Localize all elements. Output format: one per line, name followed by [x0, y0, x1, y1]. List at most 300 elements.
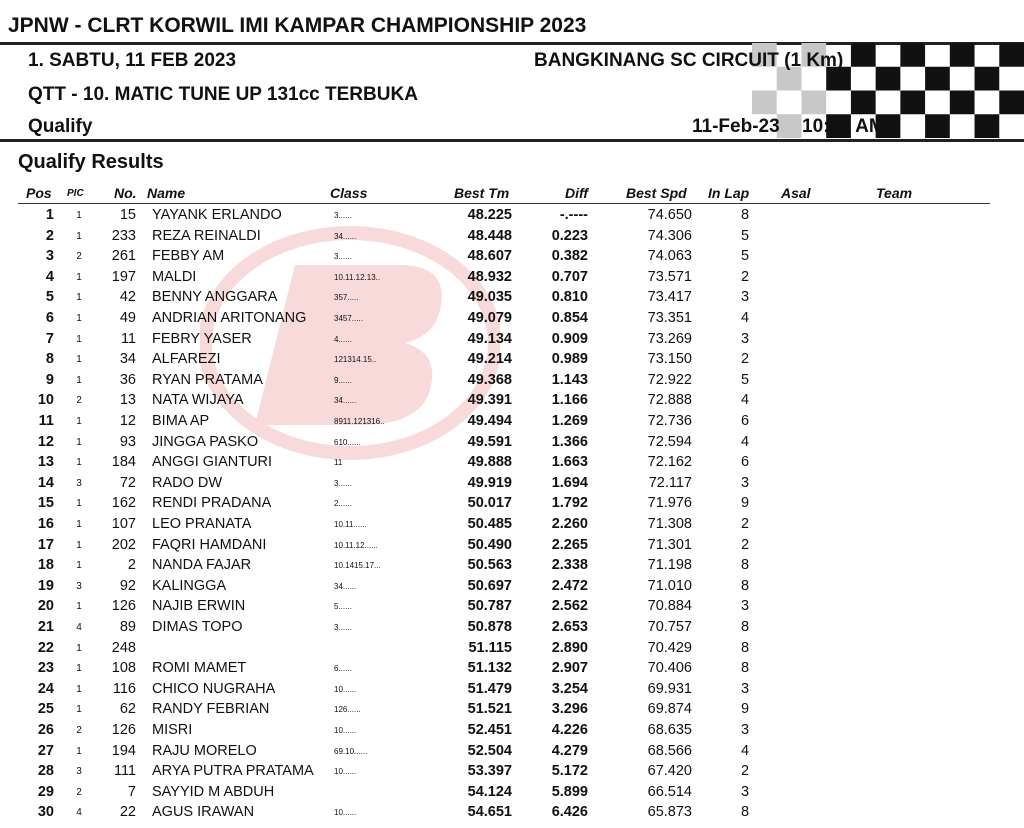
diff-cell: 1.166 — [551, 392, 588, 409]
best-time-cell: 49.888 — [467, 454, 512, 471]
rider-name-cell: RYAN PRATAMA — [152, 371, 263, 388]
diff-cell: 1.792 — [551, 495, 588, 512]
in-lap-cell: 8 — [740, 577, 750, 594]
rider-name-cell: NATA WIJAYA — [152, 392, 244, 409]
col-no: No. — [114, 185, 137, 201]
rider-name-cell: REZA REINALDI — [152, 227, 261, 244]
table-row — [0, 741, 1024, 761]
pic-cell: 2 — [76, 251, 82, 263]
diff-cell: 4.279 — [551, 742, 588, 759]
best-speed-cell: 74.063 — [647, 248, 692, 265]
diff-cell: 4.226 — [551, 722, 588, 738]
pos-cell: 16 — [37, 516, 54, 532]
best-speed-cell: 71.976 — [647, 495, 692, 512]
race-class-title: QTT - 10. MATIC TUNE UP 131cc TERBUKA — [28, 84, 418, 105]
pos-cell: 7 — [45, 330, 54, 347]
class-cell: 10...... — [334, 808, 357, 818]
best-speed-cell: 72.736 — [647, 413, 692, 429]
table-row — [0, 246, 1024, 266]
diff-cell: 0.223 — [551, 227, 588, 244]
best-speed-cell: 72.594 — [647, 433, 692, 450]
diff-cell: 2.260 — [551, 516, 588, 532]
rider-name-cell: SAYYID M ABDUH — [152, 783, 275, 800]
flag-square — [777, 114, 802, 138]
rider-name-cell: JINGGA PASKO — [152, 433, 259, 450]
class-cell: 357..... — [334, 293, 359, 303]
diff-cell: 0.382 — [551, 248, 588, 265]
col-asal: Asal — [781, 185, 811, 201]
in-lap-cell: 8 — [740, 557, 750, 574]
table-row — [0, 329, 1024, 349]
best-time-cell: 50.787 — [467, 598, 512, 615]
table-row — [0, 720, 1024, 740]
diff-cell: 0.707 — [551, 268, 588, 285]
in-lap-cell: 8 — [740, 660, 750, 677]
flag-square — [950, 43, 975, 67]
pic-cell: 1 — [76, 683, 82, 695]
number-cell: 34 — [119, 351, 136, 368]
best-speed-cell: 72.162 — [647, 454, 692, 471]
in-lap-cell: 2 — [740, 268, 750, 285]
rider-name-cell: MISRI — [152, 722, 193, 738]
pos-cell: 23 — [37, 660, 54, 677]
flag-square — [752, 91, 777, 115]
class-cell: 10.11.12...... — [334, 540, 378, 550]
class-cell: 126...... — [334, 705, 361, 715]
table-row — [0, 370, 1024, 390]
table-row — [0, 514, 1024, 534]
class-cell: 9...... — [334, 375, 352, 385]
in-lap-cell: 6 — [740, 454, 750, 471]
pic-cell: 1 — [76, 663, 82, 675]
best-speed-cell: 72.117 — [648, 474, 692, 491]
pic-cell: 1 — [76, 601, 82, 613]
in-lap-cell: 5 — [740, 227, 750, 244]
class-cell: 34...... — [334, 231, 357, 241]
diff-cell: 0.989 — [551, 351, 588, 368]
best-speed-cell: 71.301 — [647, 536, 692, 553]
class-cell: 6...... — [334, 664, 352, 674]
best-time-cell: 50.878 — [467, 619, 512, 635]
pic-cell: 1 — [76, 436, 82, 448]
in-lap-cell: 3 — [740, 330, 750, 347]
class-cell: 34...... — [334, 396, 357, 406]
best-time-cell: 50.485 — [467, 516, 512, 532]
circuit-name: BANGKINANG SC CIRCUIT (1 Km) — [534, 50, 844, 71]
in-lap-cell: 5 — [740, 371, 750, 388]
best-speed-cell: 70.884 — [647, 598, 692, 615]
number-cell: 111 — [113, 763, 136, 780]
number-cell: 72 — [119, 474, 136, 491]
number-cell: 89 — [119, 619, 136, 635]
rider-name-cell: YAYANK ERLANDO — [152, 207, 282, 223]
table-row — [0, 596, 1024, 616]
in-lap-cell: 8 — [740, 207, 750, 223]
best-time-cell: 48.932 — [467, 268, 512, 285]
table-row — [0, 267, 1024, 287]
pos-cell: 14 — [37, 474, 54, 491]
class-cell: 10...... — [334, 726, 357, 735]
flag-square — [851, 91, 876, 115]
class-cell: 8911.121316.. — [334, 417, 385, 426]
table-row — [0, 782, 1024, 802]
best-time-cell: 49.494 — [467, 413, 512, 429]
col-best-spd: Best Spd — [626, 185, 687, 201]
number-cell: 11 — [120, 330, 136, 347]
header-bar — [0, 0, 1024, 45]
rider-name-cell: BIMA AP — [152, 413, 210, 429]
session-time: 10:00 AM — [802, 116, 885, 137]
flag-square — [975, 114, 1000, 138]
pos-cell: 20 — [37, 598, 54, 615]
column-header-divider — [18, 203, 990, 204]
pos-cell: 25 — [37, 701, 54, 718]
pic-cell: 1 — [76, 292, 82, 304]
flag-square — [876, 67, 901, 91]
pos-cell: 29 — [37, 783, 54, 800]
diff-cell: 2.265 — [551, 536, 588, 553]
col-pos: Pos — [26, 185, 52, 201]
diff-cell: 2.562 — [551, 598, 588, 615]
best-time-cell: 51.132 — [467, 660, 512, 677]
number-cell: 197 — [111, 268, 136, 285]
in-lap-cell: 8 — [740, 804, 750, 821]
in-lap-cell: 3 — [740, 598, 750, 615]
best-speed-cell: 73.417 — [647, 289, 692, 306]
rider-name-cell: NAJIB ERWIN — [152, 598, 246, 615]
table-row — [0, 287, 1024, 307]
in-lap-cell: 2 — [740, 516, 750, 532]
class-cell: 3...... — [334, 211, 352, 220]
table-row — [0, 555, 1024, 575]
rider-name-cell: FAQRI HAMDANI — [152, 536, 267, 553]
best-speed-cell: 73.571 — [647, 268, 692, 285]
number-cell: 233 — [111, 227, 136, 244]
table-row — [0, 638, 1024, 658]
pic-cell: 1 — [76, 374, 82, 386]
best-time-cell: 49.134 — [467, 330, 512, 347]
diff-cell: 5.899 — [551, 783, 588, 800]
flag-square — [925, 114, 950, 138]
col-class: Class — [330, 185, 368, 201]
best-speed-cell: 65.873 — [647, 804, 692, 821]
best-time-cell: 51.479 — [467, 680, 512, 697]
pos-cell: 15 — [37, 495, 54, 512]
pic-cell: 1 — [76, 539, 82, 551]
rider-name-cell: ROMI MAMET — [152, 660, 247, 677]
in-lap-cell: 3 — [740, 474, 750, 491]
best-time-cell: 51.115 — [468, 639, 512, 656]
number-cell: 49 — [119, 310, 136, 326]
table-row — [0, 349, 1024, 369]
best-speed-cell: 68.566 — [647, 742, 692, 759]
rider-name-cell: RADO DW — [152, 474, 223, 491]
number-cell: 7 — [127, 783, 136, 800]
pic-cell: 2 — [76, 395, 82, 407]
best-time-cell: 50.017 — [467, 495, 512, 512]
diff-cell: 1.269 — [551, 413, 588, 429]
number-cell: 2 — [127, 557, 136, 574]
best-time-cell: 50.563 — [467, 557, 512, 574]
pic-cell: 1 — [76, 519, 82, 530]
table-row — [0, 679, 1024, 699]
best-speed-cell: 71.308 — [647, 516, 692, 532]
best-time-cell: 54.651 — [467, 804, 512, 821]
best-speed-cell: 67.420 — [647, 763, 692, 780]
in-lap-cell: 6 — [740, 413, 750, 429]
pos-cell: 21 — [37, 619, 54, 635]
number-cell: 194 — [111, 742, 136, 759]
table-row — [0, 432, 1024, 452]
number-cell: 261 — [111, 248, 136, 265]
best-speed-cell: 70.406 — [647, 660, 692, 677]
best-time-cell: 48.225 — [467, 207, 512, 223]
best-time-cell: 49.214 — [467, 351, 512, 368]
col-pic: PIC — [67, 188, 84, 199]
pic-cell: 2 — [76, 725, 82, 736]
pos-cell: 19 — [37, 577, 54, 594]
table-row — [0, 576, 1024, 596]
in-lap-cell: 9 — [740, 495, 750, 512]
pos-cell: 13 — [37, 454, 54, 471]
in-lap-cell: 4 — [740, 433, 750, 450]
best-time-cell: 50.490 — [467, 536, 512, 553]
flag-square — [900, 91, 925, 115]
diff-cell: 2.472 — [551, 577, 588, 594]
table-row — [0, 205, 1024, 225]
best-speed-cell: 69.874 — [647, 701, 692, 718]
flag-square — [950, 91, 975, 115]
rider-name-cell: BENNY ANGGARA — [152, 289, 278, 306]
class-cell: 5...... — [334, 602, 352, 612]
pic-cell: 1 — [76, 230, 82, 242]
best-speed-cell: 71.010 — [647, 577, 692, 594]
diff-cell: 1.143 — [551, 371, 588, 388]
pos-cell: 24 — [37, 680, 54, 697]
best-speed-cell: 70.757 — [647, 619, 692, 635]
table-row — [0, 390, 1024, 410]
number-cell: 126 — [111, 598, 136, 615]
header-divider — [0, 139, 1024, 142]
in-lap-cell: 4 — [740, 392, 750, 409]
rider-name-cell: LEO PRANATA — [152, 516, 252, 532]
class-cell: 3...... — [334, 623, 352, 632]
table-row — [0, 473, 1024, 493]
diff-cell: 1.366 — [551, 433, 588, 450]
pic-cell: 2 — [76, 786, 82, 798]
pos-cell: 4 — [45, 268, 54, 285]
diff-cell: -.---- — [559, 207, 588, 223]
best-time-cell: 48.448 — [467, 227, 512, 244]
event-day: 1. SABTU, 11 FEB 2023 — [28, 50, 237, 71]
flag-square — [801, 91, 826, 115]
pos-cell: 10 — [37, 392, 54, 409]
pos-cell: 17 — [37, 536, 54, 553]
table-row — [0, 535, 1024, 555]
diff-cell: 0.854 — [551, 310, 588, 326]
col-team: Team — [876, 185, 913, 201]
number-cell: 15 — [119, 207, 136, 223]
diff-cell: 5.172 — [551, 763, 588, 780]
rider-name-cell: ARYA PUTRA PRATAMA — [152, 763, 314, 780]
table-row — [0, 617, 1024, 637]
class-cell: 2...... — [334, 499, 352, 509]
best-speed-cell: 74.306 — [647, 227, 692, 244]
flag-square — [851, 43, 876, 67]
number-cell: 92 — [119, 577, 136, 594]
pic-cell: 4 — [76, 622, 82, 633]
number-cell: 93 — [119, 433, 136, 450]
pos-cell: 12 — [37, 433, 54, 450]
number-cell: 116 — [112, 680, 136, 697]
best-time-cell: 49.368 — [467, 371, 512, 388]
best-time-cell: 51.521 — [467, 701, 512, 718]
class-cell: 10...... — [334, 767, 357, 777]
number-cell: 42 — [119, 289, 136, 306]
pos-cell: 28 — [37, 763, 54, 780]
in-lap-cell: 2 — [740, 763, 750, 780]
pic-cell: 1 — [76, 333, 82, 345]
class-cell: 121314.15.. — [334, 355, 377, 365]
pos-cell: 11 — [38, 413, 54, 429]
best-speed-cell: 72.888 — [647, 392, 692, 409]
in-lap-cell: 3 — [740, 783, 750, 800]
class-cell: 4...... — [334, 334, 352, 344]
pos-cell: 6 — [45, 310, 54, 326]
pic-cell: 1 — [76, 457, 82, 469]
best-speed-cell: 69.931 — [647, 680, 692, 697]
best-time-cell: 49.079 — [467, 310, 512, 326]
rider-name-cell: ANDRIAN ARITONANG — [152, 310, 307, 326]
flag-square — [999, 43, 1024, 67]
rider-name-cell: DIMAS TOPO — [152, 619, 243, 635]
best-speed-cell: 71.198 — [647, 557, 692, 574]
number-cell: 184 — [111, 454, 136, 471]
pos-cell: 30 — [37, 804, 54, 821]
diff-cell: 2.907 — [551, 660, 588, 677]
rider-name-cell: AGUS IRAWAN — [152, 804, 255, 821]
table-row — [0, 452, 1024, 472]
best-speed-cell: 68.635 — [647, 722, 692, 738]
rider-name-cell: KALINGGA — [152, 577, 227, 594]
diff-cell: 6.426 — [551, 804, 588, 821]
in-lap-cell: 3 — [740, 680, 750, 697]
rider-name-cell: ALFAREZI — [152, 351, 221, 368]
number-cell: 202 — [111, 536, 136, 553]
number-cell: 248 — [111, 639, 136, 656]
pos-cell: 2 — [45, 227, 54, 244]
rider-name-cell: ANGGI GIANTURI — [152, 454, 273, 471]
pos-cell: 18 — [37, 557, 54, 574]
pos-cell: 5 — [45, 289, 54, 306]
best-time-cell: 49.035 — [467, 289, 512, 306]
in-lap-cell: 8 — [740, 639, 750, 656]
flag-square — [975, 67, 1000, 91]
pic-cell: 1 — [76, 642, 82, 654]
class-cell: 34...... — [334, 581, 357, 591]
rider-name-cell: MALDI — [152, 268, 197, 285]
best-speed-cell: 66.514 — [647, 783, 692, 800]
class-cell: 10.11.12.13.. — [334, 272, 381, 282]
table-row — [0, 699, 1024, 719]
diff-cell: 2.890 — [551, 639, 588, 656]
in-lap-cell: 8 — [740, 619, 750, 635]
best-speed-cell: 72.922 — [647, 371, 692, 388]
championship-title: JPNW - CLRT KORWIL IMI KAMPAR CHAMPIONSHIP 2023 — [8, 14, 587, 37]
number-cell: 126 — [111, 722, 136, 738]
rider-name-cell: CHICO NUGRAHA — [152, 680, 276, 697]
col-name: Name — [147, 185, 186, 201]
diff-cell: 0.810 — [551, 289, 588, 306]
pos-cell: 9 — [45, 371, 54, 388]
diff-cell: 1.663 — [551, 454, 588, 471]
class-cell: 11 — [334, 458, 343, 468]
rider-name-cell: RENDI PRADANA — [152, 495, 272, 512]
best-time-cell: 48.607 — [467, 248, 512, 265]
rider-name-cell: FEBRY YASER — [152, 330, 252, 347]
rider-name-cell: FEBBY AM — [152, 248, 225, 265]
diff-cell: 0.909 — [551, 330, 588, 347]
diff-cell: 2.338 — [551, 557, 588, 574]
pic-cell: 4 — [76, 807, 82, 819]
number-cell: 12 — [119, 413, 136, 429]
best-time-cell: 50.697 — [467, 577, 512, 594]
col-diff: Diff — [565, 185, 589, 201]
class-cell: 3...... — [334, 252, 352, 262]
class-cell: 69.10...... — [334, 746, 368, 756]
table-row — [0, 761, 1024, 781]
class-cell: 10.11...... — [334, 520, 367, 529]
number-cell: 36 — [119, 371, 136, 388]
best-time-cell: 54.124 — [467, 783, 512, 800]
class-cell: 3...... — [334, 478, 352, 488]
best-time-cell: 49.391 — [467, 392, 512, 409]
pic-cell: 1 — [76, 498, 82, 510]
in-lap-cell: 9 — [740, 701, 750, 718]
session-name: Qualify — [28, 116, 93, 137]
pic-cell: 3 — [76, 766, 82, 778]
number-cell: 108 — [111, 660, 136, 677]
flag-square — [925, 67, 950, 91]
best-time-cell: 53.397 — [467, 763, 512, 780]
session-date: 11-Feb-23 — [692, 116, 780, 137]
number-cell: 13 — [119, 392, 136, 409]
col-in-lap: In Lap — [708, 185, 750, 201]
in-lap-cell: 3 — [740, 722, 750, 738]
pic-cell: 3 — [76, 580, 82, 592]
in-lap-cell: 2 — [740, 536, 750, 553]
section-title: Qualify Results — [18, 151, 164, 173]
pos-cell: 1 — [45, 207, 54, 223]
pos-cell: 3 — [45, 248, 54, 265]
table-row — [0, 308, 1024, 328]
pic-cell: 1 — [76, 704, 82, 716]
class-cell: 3457..... — [334, 314, 363, 323]
pic-cell: 1 — [76, 210, 82, 221]
best-time-cell: 52.504 — [467, 742, 512, 759]
table-row — [0, 658, 1024, 678]
number-cell: 162 — [111, 495, 136, 512]
best-time-cell: 49.919 — [467, 474, 512, 491]
class-cell: 10.1415.17... — [334, 561, 381, 571]
best-speed-cell: 73.351 — [647, 310, 692, 326]
class-cell: 610...... — [334, 437, 361, 447]
in-lap-cell: 2 — [740, 351, 750, 368]
col-best-tm: Best Tm — [454, 185, 510, 201]
pic-cell: 1 — [76, 745, 82, 757]
diff-cell: 3.296 — [551, 701, 588, 718]
flag-square — [900, 43, 925, 67]
